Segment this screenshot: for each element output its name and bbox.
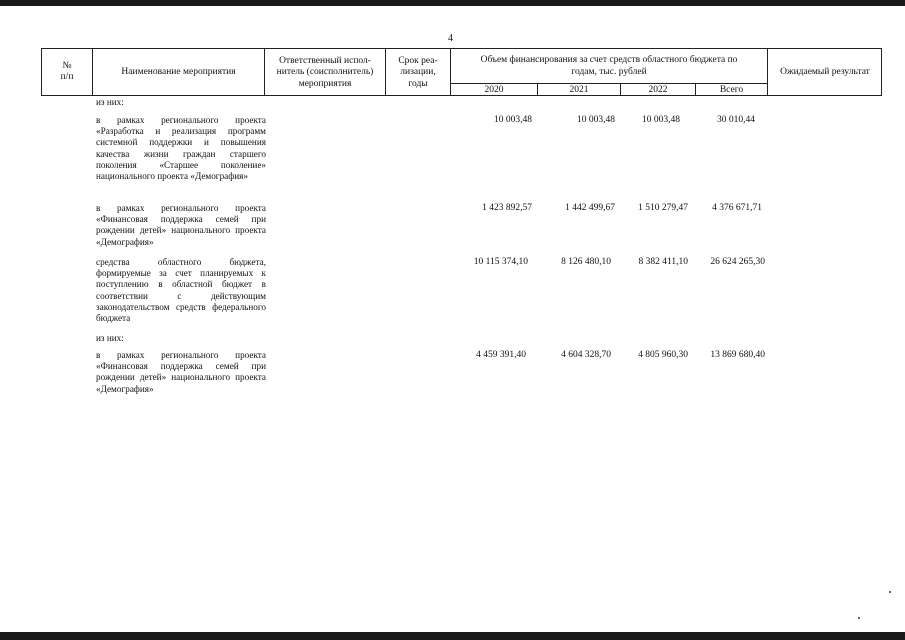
value-total: 4 376 671,71	[712, 203, 762, 213]
value-2021: 4 604 328,70	[561, 350, 611, 360]
value-2022: 8 382 411,10	[638, 257, 688, 267]
header-expected-result: Ожидаемый результат	[780, 67, 870, 77]
header-year-2022: 2022	[648, 85, 668, 95]
row-label: из них:	[96, 97, 124, 107]
value-2021: 10 003,48	[577, 115, 615, 125]
value-2020: 10 003,48	[494, 115, 532, 125]
scan-bottom-edge	[0, 632, 905, 640]
scan-speck	[858, 617, 860, 619]
header-responsible-2: нитель (соисполнитель)	[276, 67, 374, 77]
header-name: Наименование мероприятия	[121, 67, 236, 77]
value-2022: 4 805 960,30	[638, 350, 688, 360]
value-2022: 1 510 279,47	[638, 203, 688, 213]
header-year-2020: 2020	[484, 85, 504, 95]
header-responsible-1: Ответственный испол-	[279, 56, 371, 66]
activity-name: в рамках регионального проекта «Финансовая поддержка семей при рождении детей» национального проекта «Демография»	[96, 203, 266, 247]
activity-name: в рамках регионального проекта «Разработка и реализация программ системной поддержки и повышения качества жизни граждан старшего поколения «Старшее поколение» национального проекта «Демография»	[96, 115, 266, 182]
header-year-2021: 2021	[569, 85, 589, 95]
row-label: из них:	[96, 333, 124, 343]
header-financing-2: годам, тыс. рублей	[571, 67, 647, 77]
value-2020: 10 115 374,10	[473, 257, 528, 267]
header-total: Всего	[719, 85, 744, 95]
scan-top-edge	[0, 0, 905, 6]
value-2021: 8 126 480,10	[561, 257, 611, 267]
value-total: 30 010,44	[717, 115, 755, 125]
header-divider	[450, 83, 767, 84]
header-responsible-3: мероприятия	[298, 79, 352, 89]
scan-speck	[889, 591, 891, 593]
header-term-1: Срок реа-	[398, 56, 438, 66]
value-2020: 1 423 892,57	[482, 203, 532, 213]
page-number: 4	[448, 33, 453, 44]
activity-name: в рамках регионального проекта «Финансовая поддержка семей при рождении детей» национального проекта «Демография»	[96, 350, 266, 394]
header-term-2: лизации,	[400, 67, 436, 77]
header-financing-1: Объем финансирования за счет средств областного бюджета по	[480, 55, 738, 65]
value-total: 13 869 680,40	[710, 350, 765, 360]
value-2022: 10 003,48	[642, 115, 680, 125]
value-2020: 4 459 391,40	[476, 350, 526, 360]
header-number: № п/п	[60, 61, 74, 82]
header-term-3: годы	[408, 79, 428, 89]
value-2021: 1 442 499,67	[565, 203, 615, 213]
value-total: 26 624 265,30	[710, 257, 765, 267]
activity-name: средства областного бюджета, формируемые за счет планируемых к поступлению в областной бюджет в соответствии с действующим законодательством средств федерального бюджета	[96, 257, 266, 324]
